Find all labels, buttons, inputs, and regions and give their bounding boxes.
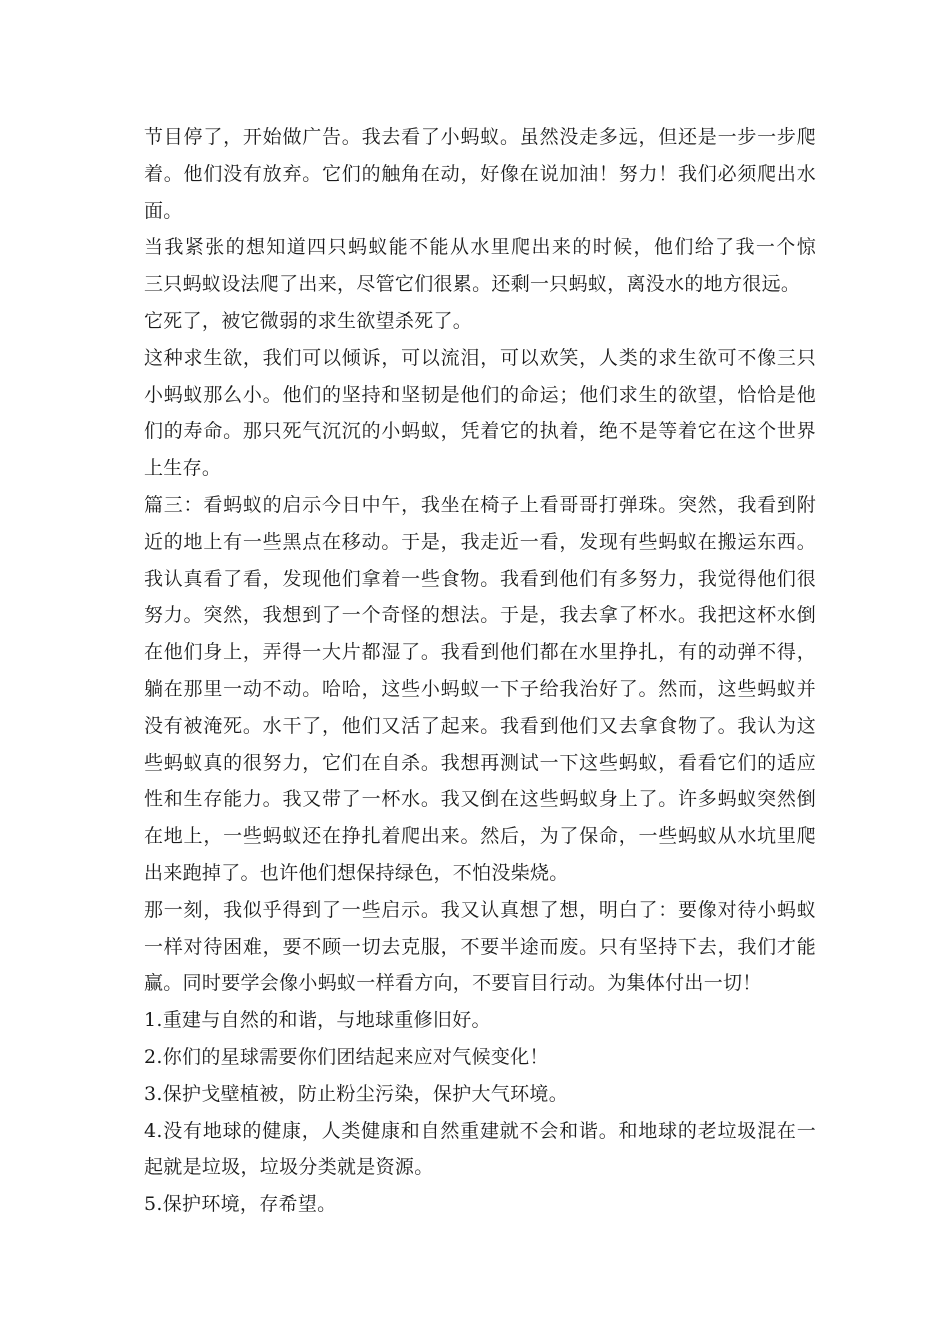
text-line: 在地上，一些蚂蚁还在挣扎着爬出来。然后，为了保命，一些蚂蚁从水坑里爬	[144, 825, 816, 848]
text-line: 出来跑掉了。也许他们想保持绿色，不怕没柴烧。	[144, 861, 569, 884]
list-item: 4.没有地球的健康，人类健康和自然重建就不会和谐。和地球的老垃圾混在一	[144, 1119, 816, 1142]
text-line: 我认真看了看，发现他们拿着一些食物。我看到他们有多努力，我觉得他们很	[144, 567, 816, 590]
text-line: 躺在那里一动不动。哈哈，这些小蚂蚁一下子给我治好了。然而，这些蚂蚁并	[144, 677, 816, 700]
text-line: 上生存。	[144, 457, 222, 480]
document-body	[144, 119, 816, 1223]
list-item: 5.保护环境，存希望。	[144, 1193, 337, 1216]
list-item: 1.重建与自然的和谐，与地球重修旧好。	[144, 1009, 491, 1032]
text-line: 当我紧张的想知道四只蚂蚁能不能从水里爬出来的时候，他们给了我一个惊	[144, 236, 816, 259]
text-line: 一样对待困难，要不顾一切去克服，不要半途而废。只有坚持下去，我们才能	[144, 935, 816, 958]
text-line: 篇三：看蚂蚁的启示今日中午，我坐在椅子上看哥哥打弹珠。突然，我看到附	[144, 493, 816, 516]
text-line: 小蚂蚁那么小。他们的坚持和坚韧是他们的命运；他们求生的欲望，恰恰是他	[144, 383, 816, 406]
list-item: 3.保护戈壁植被，防止粉尘污染，保护大气环境。	[144, 1082, 569, 1105]
text-line: 起就是垃圾，垃圾分类就是资源。	[144, 1156, 434, 1179]
text-line: 性和生存能力。我又带了一杯水。我又倒在这些蚂蚁身上了。许多蚂蚁突然倒	[144, 788, 816, 811]
text-line: 三只蚂蚁设法爬了出来，尽管它们很累。还剩一只蚂蚁，离没水的地方很远。	[144, 273, 801, 296]
text-line: 近的地上有一些黑点在移动。于是，我走近一看，发现有些蚂蚁在搬运东西。	[144, 530, 816, 553]
text-line: 这种求生欲，我们可以倾诉，可以流泪，可以欢笑，人类的求生欲可不像三只	[144, 346, 816, 369]
text-line: 赢。同时要学会像小蚂蚁一样看方向，不要盲目行动。为集体付出一切！	[144, 972, 762, 995]
text-line: 在他们身上，弄得一大片都湿了。我看到他们都在水里挣扎，有的动弹不得，	[144, 641, 816, 664]
text-line: 面。	[144, 199, 183, 222]
text-line: 那一刻，我似乎得到了一些启示。我又认真想了想，明白了：要像对待小蚂蚁	[144, 898, 816, 921]
text-line: 们的寿命。那只死气沉沉的小蚂蚁，凭着它的执着，绝不是等着它在这个世界	[144, 420, 816, 443]
text-line: 努力。突然，我想到了一个奇怪的想法。于是，我去拿了杯水。我把这杯水倒	[144, 604, 816, 627]
list-item: 2.你们的星球需要你们团结起来应对气候变化！	[144, 1045, 549, 1068]
text-line: 着。他们没有放弃。它们的触角在动，好像在说加油！努力！我们必须爬出水	[144, 162, 816, 185]
text-line: 些蚂蚁真的很努力，它们在自杀。我想再测试一下这些蚂蚁，看看它们的适应	[144, 751, 816, 774]
text-line: 节目停了，开始做广告。我去看了小蚂蚁。虽然没走多远，但还是一步一步爬	[144, 126, 816, 148]
text-line: 没有被淹死。水干了，他们又活了起来。我看到他们又去拿食物了。我认为这	[144, 714, 816, 737]
text-line: 它死了，被它微弱的求生欲望杀死了。	[144, 309, 473, 332]
